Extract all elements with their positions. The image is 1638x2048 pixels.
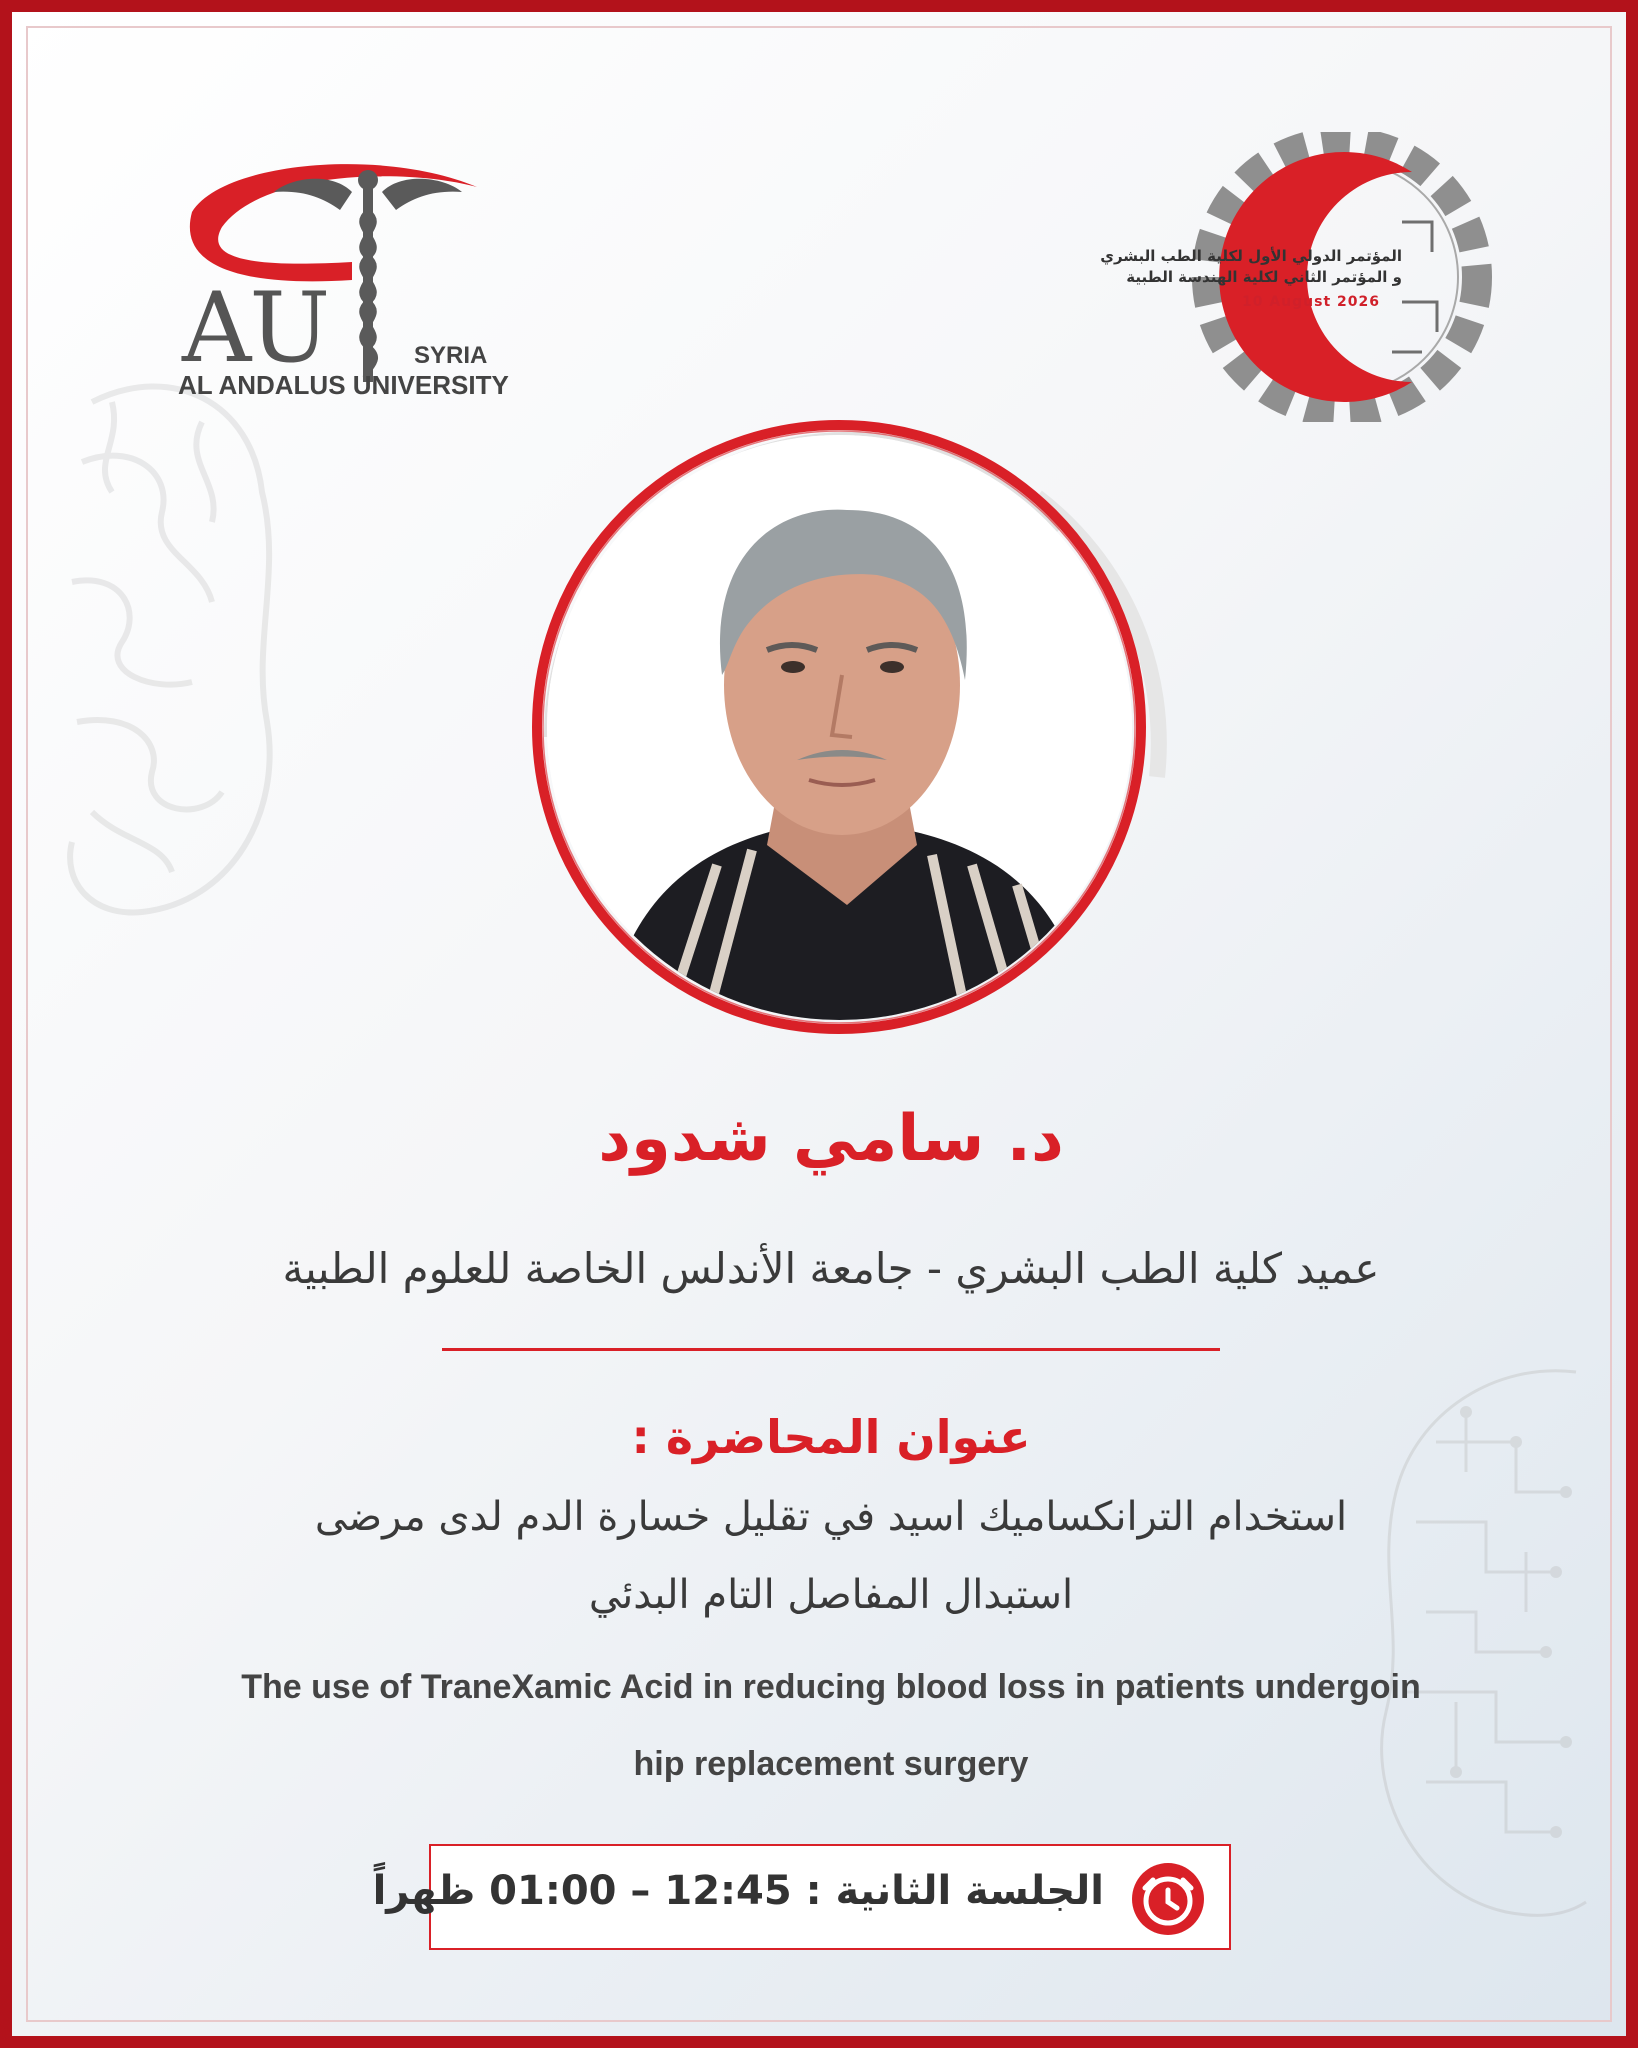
lecture-title-label: عنوان المحاضرة : — [631, 1410, 1031, 1464]
university-logo — [178, 152, 512, 402]
speaker-portrait-illustration — [547, 435, 1132, 1020]
section-divider — [442, 1348, 1220, 1351]
conference-title-line2: و المؤتمر الثاني لكلية الهندسة الطبية — [1126, 268, 1402, 286]
conference-logo — [1102, 132, 1492, 422]
session-time-text: الجلسة الثانية : 12:45 – 01:00 ظهراً — [372, 1868, 1104, 1914]
conference-date: 10 August 2026 — [1241, 294, 1380, 310]
university-name: AL ANDALUS UNIVERSITY — [178, 370, 509, 400]
lecture-title-en-line1: The use of TraneXamic Acid in reducing blood loss in patients undergoin — [241, 1668, 1421, 1706]
university-country: SYRIA — [414, 342, 488, 369]
speaker-role: عميد كلية الطب البشري - جامعة الأندلس الخاصة للعلوم الطبية — [282, 1244, 1380, 1293]
clock-icon — [1131, 1862, 1205, 1936]
speaker-photo-frame — [517, 417, 1177, 1057]
speaker-photo — [547, 435, 1132, 1020]
session-time-box — [372, 1844, 1231, 1950]
lecture-title-ar-line1: استخدام الترانكساميك اسيد في تقليل خسارة الدم لدى مرضى — [314, 1494, 1348, 1540]
university-initials: AU — [182, 272, 329, 384]
speaker-name: د. سامي شدود — [598, 1102, 1064, 1176]
brain-outline-left-icon — [52, 342, 282, 942]
lecture-title-en-line2: hip replacement surgery — [633, 1745, 1029, 1783]
lecture-title-ar-line2: استبدال المفاصل التام البدئي — [588, 1572, 1074, 1618]
conference-title-line1: المؤتمر الدولي الأول لكلية الطب البشري — [1100, 247, 1402, 265]
